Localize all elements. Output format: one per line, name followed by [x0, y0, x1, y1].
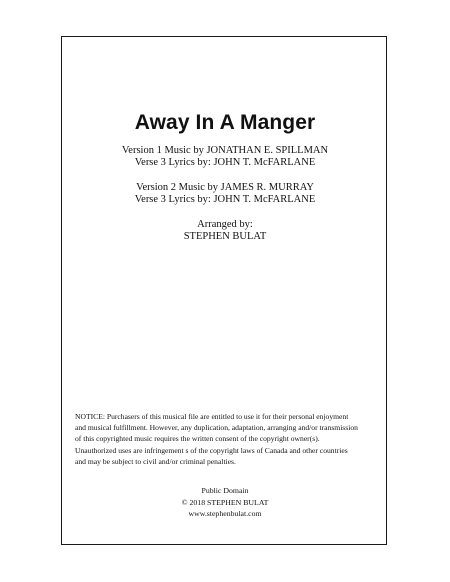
- version-1-music-credit: Version 1 Music by JONATHAN E. SPILLMAN: [121, 145, 329, 156]
- copyright-line: © 2018 STEPHEN BULAT: [181, 497, 269, 507]
- arranged-by-label: Arranged by:: [197, 219, 253, 230]
- arranger-name: STEPHEN BULAT: [183, 231, 267, 242]
- notice-line: and may be subject to civil and/or criminal penalties.: [75, 456, 236, 466]
- version-2-credits: [0, 182, 450, 206]
- copyright-notice: [75, 411, 375, 467]
- website-url: www.stephenbulat.com: [188, 509, 262, 518]
- notice-line: of this copyrighted music requires the written consent of the copyright owner(s).: [75, 434, 320, 444]
- arrangement-credits: [0, 219, 450, 243]
- version-2-music-credit: Version 2 Music by JAMES R. MURRAY: [136, 182, 314, 193]
- notice-line: NOTICE: Purchasers of this musical file are entitled to use it for their personal enjoyment: [75, 412, 349, 421]
- version-1-lyrics-credit: Verse 3 Lyrics by: JOHN T. McFARLANE: [134, 157, 316, 168]
- notice-line: and musical fulfillment. However, any duplication, adaptation, arranging and/or transmission: [75, 423, 358, 433]
- version-1-credits: [0, 145, 450, 169]
- notice-line: Unauthorized uses are infringement s of the copyright laws of Canada and other countries: [75, 445, 348, 455]
- page-footer: [0, 485, 450, 520]
- song-title: Away In A Manger: [134, 111, 316, 134]
- version-2-lyrics-credit: Verse 3 Lyrics by: JOHN T. McFARLANE: [134, 194, 316, 205]
- public-domain-label: Public Domain: [201, 486, 249, 495]
